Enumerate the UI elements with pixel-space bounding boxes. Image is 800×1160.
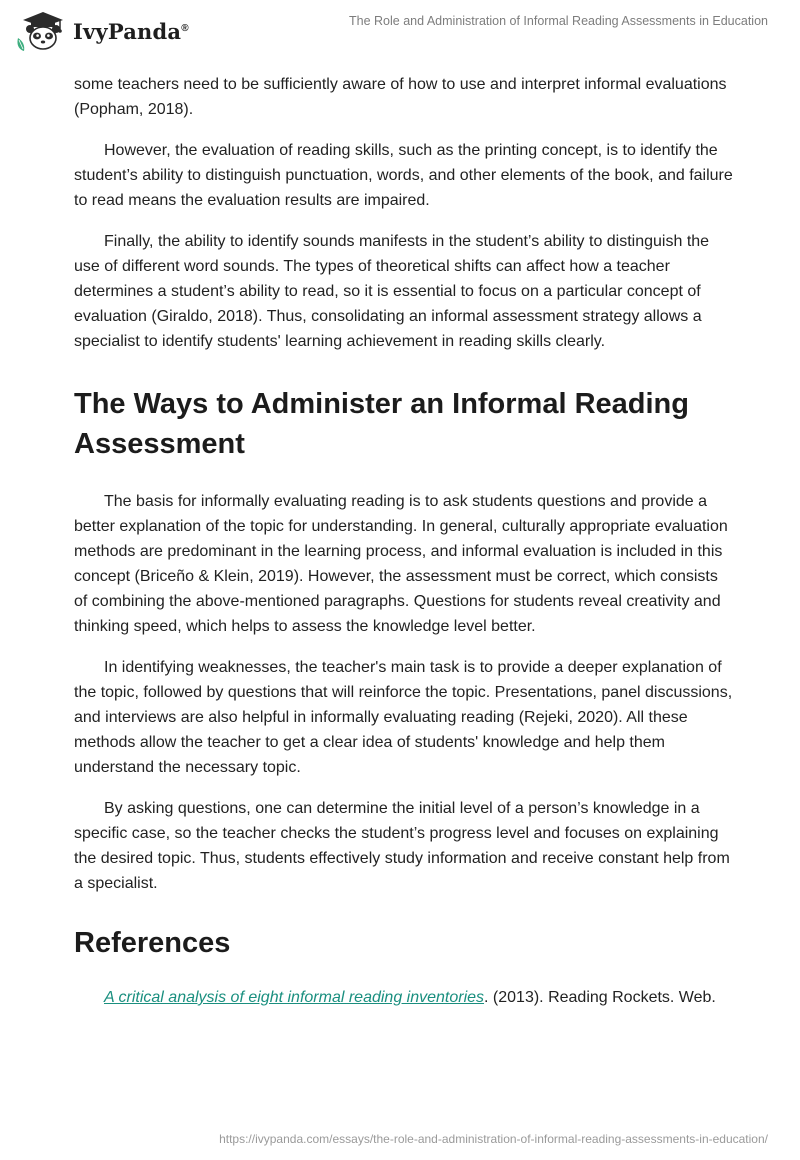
paragraph-continued: some teachers need to be sufficiently aware of how to use and interpret informal evaluations (Popham, 2018). xyxy=(74,76,727,118)
ivypanda-logo[interactable] xyxy=(15,8,189,52)
references-heading: References xyxy=(74,927,231,959)
page-header xyxy=(0,0,800,64)
panda-graduation-cap-icon xyxy=(15,8,67,52)
paragraph: Finally, the ability to identify sounds manifests in the student’s ability to distinguish the use of different word sounds. The types of theoretical shifts can affect how a teacher determines a student’s ability to read, so it is essential to focus on a particular concept of evaluation (Giraldo, 2018). Thus, consolidating an informal assessment strategy allows a specialist to identify students' learning achievement in reading skills clearly. xyxy=(74,233,710,350)
reference-link[interactable]: A critical analysis of eight informal reading inventories xyxy=(104,989,485,1006)
section-heading: The Ways to Administer an Informal Reading Assessment xyxy=(74,388,689,460)
paragraph: In identifying weaknesses, the teacher's main task is to provide a deeper explanation of the topic, followed by questions that will reinforce the topic. Presentations, panel discussions, and interviews are also helpful in informally evaluating reading (Rejeki, 2020). All these methods allow the teacher to get a clear idea of students' knowledge and help them understand the necessary topic. xyxy=(74,659,733,776)
article-body xyxy=(74,72,734,1010)
reference-citation: . (2013). Reading Rockets. Web. xyxy=(484,989,716,1006)
paragraph: By asking questions, one can determine the initial level of a person’s knowledge in a specific case, so the teacher checks the student’s progress level and focuses on explaining the desired topic. Thus, students effectively study information and receive constant help from a specialist. xyxy=(74,800,730,892)
document-title: The Role and Administration of Informal Reading Assessments in Education xyxy=(349,14,768,28)
reference-entry xyxy=(74,985,734,1010)
paragraph: The basis for informally evaluating reading is to ask students questions and provide a better explanation of the topic for understanding. In general, culturally appropriate evaluation methods are predominant in the learning process, and informal evaluation is included in this concept (Briceño & Klein, 2019). However, the assessment must be correct, which consists of combining the above-mentioned paragraphs. Questions for students reveal creativity and thinking speed, which helps to assess the knowledge level better. xyxy=(74,493,728,635)
paragraph: However, the evaluation of reading skills, such as the printing concept, is to identify the student’s ability to distinguish punctuation, words, and other elements of the book, and failure to read means the evaluation results are impaired. xyxy=(74,142,733,209)
footer-url: https://ivypanda.com/essays/the-role-and-administration-of-informal-reading-assessments-in-education/ xyxy=(219,1132,768,1146)
logo-wordmark: IvyPanda® xyxy=(73,18,189,44)
